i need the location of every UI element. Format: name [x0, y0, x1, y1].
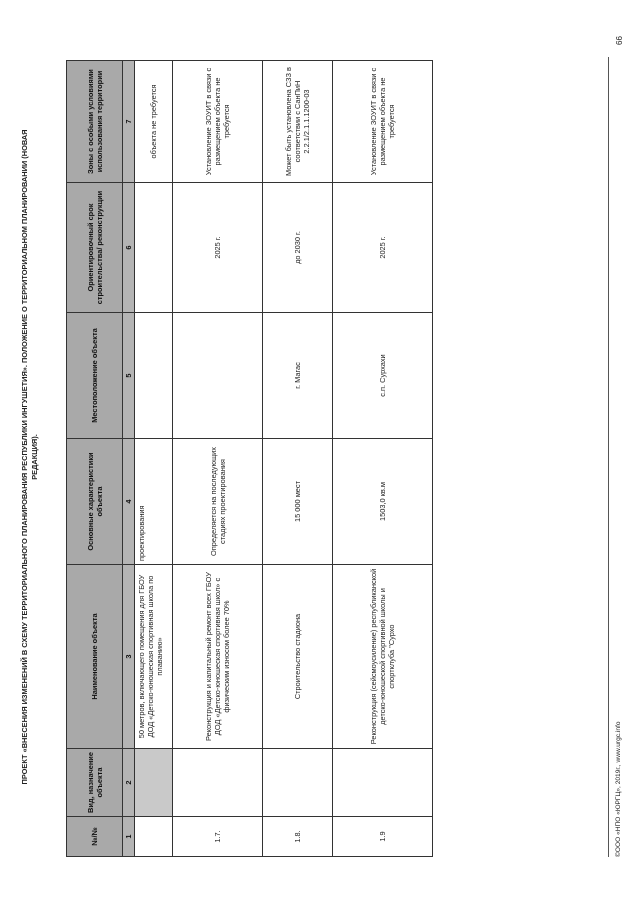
cell-name: Реконструкция и капитальный ремонт всех ГБОУ ДОД «Детско-юношеская спортивная школ» с физическим износом более 70%: [173, 565, 263, 749]
cell-location: [173, 313, 263, 439]
header-cell: Ориентировочный срок строительства/ реконструкции: [67, 183, 123, 313]
cell-zones: Установление ЗОУИТ в связи с размещением объекта не требуется: [173, 61, 263, 183]
cell-name: 50 метров, включающего помещения для ГБОУ ДОД «Детско-юношеская спортивная школа по плаванию»: [135, 565, 173, 749]
heading-line-1: ПРОЕКТ «ВНЕСЕНИЯ ИЗМЕНЕНИЙ В СХЕМУ ТЕРРИТОРИАЛЬНОГО ПЛАНИРОВАНИЯ РЕСПУБЛИКИ ИНГУШЕТИЯ». ПОЛОЖЕНИЕ О ТЕРРИТОРИАЛЬНОМ ПЛАНИРОВАНИИ (НОВАЯ: [20, 129, 29, 785]
cell-term: до 2030 г.: [263, 183, 333, 313]
column-number: 2: [123, 749, 135, 817]
document-heading: [20, 57, 40, 857]
column-number: 5: [123, 313, 135, 439]
cell-zones: объекта не требуется: [135, 61, 173, 183]
page-number: 66: [615, 36, 624, 45]
cell-location: [135, 313, 173, 439]
cell-type: [135, 749, 173, 817]
cell-characteristics: 1503,0 кв.м: [333, 439, 433, 565]
cell-characteristics: 15 000 мест: [263, 439, 333, 565]
cell-name: Строительство стадиона: [263, 565, 333, 749]
column-number: 4: [123, 439, 135, 565]
footer-divider: [608, 57, 609, 857]
table-row: [135, 61, 173, 857]
cell-location: г. Магас: [263, 313, 333, 439]
column-number: 7: [123, 61, 135, 183]
cell-zones: Установление ЗОУИТ в связи с размещением объекта не требуется: [333, 61, 433, 183]
header-cell: Основные характеристики объекта: [67, 439, 123, 565]
header-cell: Наименование объекта: [67, 565, 123, 749]
cell-type: [333, 749, 433, 817]
cell-num: [135, 817, 173, 857]
table-row: [333, 61, 433, 857]
header-cell: Зоны с особыми условиями использования территории: [67, 61, 123, 183]
cell-name: Реконструкция (сейсмоусиление) республиканской детско-юношеской спортивной школы и спортклуба "Сурхо: [333, 565, 433, 749]
cell-type: [173, 749, 263, 817]
cell-num: 1.7.: [173, 817, 263, 857]
header-cell: Местоположение объекта: [67, 313, 123, 439]
column-number: 1: [123, 817, 135, 857]
cell-term: 2025 г.: [173, 183, 263, 313]
header-cell: Вид, назначение объекта: [67, 749, 123, 817]
footer-copyright: ©ООО «НПО «ЮРГЦ», 2019г., www.urgc.info: [615, 721, 622, 857]
table-row: [263, 61, 333, 857]
header-cell: №/№: [67, 817, 123, 857]
cell-characteristics: проектирования: [135, 439, 173, 565]
cell-term: [135, 183, 173, 313]
objects-table: [66, 60, 433, 857]
table-number-row: [123, 61, 135, 857]
column-number: 6: [123, 183, 135, 313]
cell-zones: Может быть установлена СЗЗ в соответствии с СанПиН 2.2.1/2.1.1.1200-03: [263, 61, 333, 183]
cell-location: с.п. Сурхахи: [333, 313, 433, 439]
table-row: [173, 61, 263, 857]
cell-type: [263, 749, 333, 817]
cell-term: 2025 г.: [333, 183, 433, 313]
cell-num: 1.9: [333, 817, 433, 857]
heading-line-2: РЕДАКЦИЯ).: [30, 434, 39, 480]
column-number: 3: [123, 565, 135, 749]
cell-num: 1.8.: [263, 817, 333, 857]
cell-characteristics: Определяется на последующих стадиях проектирования: [173, 439, 263, 565]
table-header-row: [67, 61, 123, 857]
